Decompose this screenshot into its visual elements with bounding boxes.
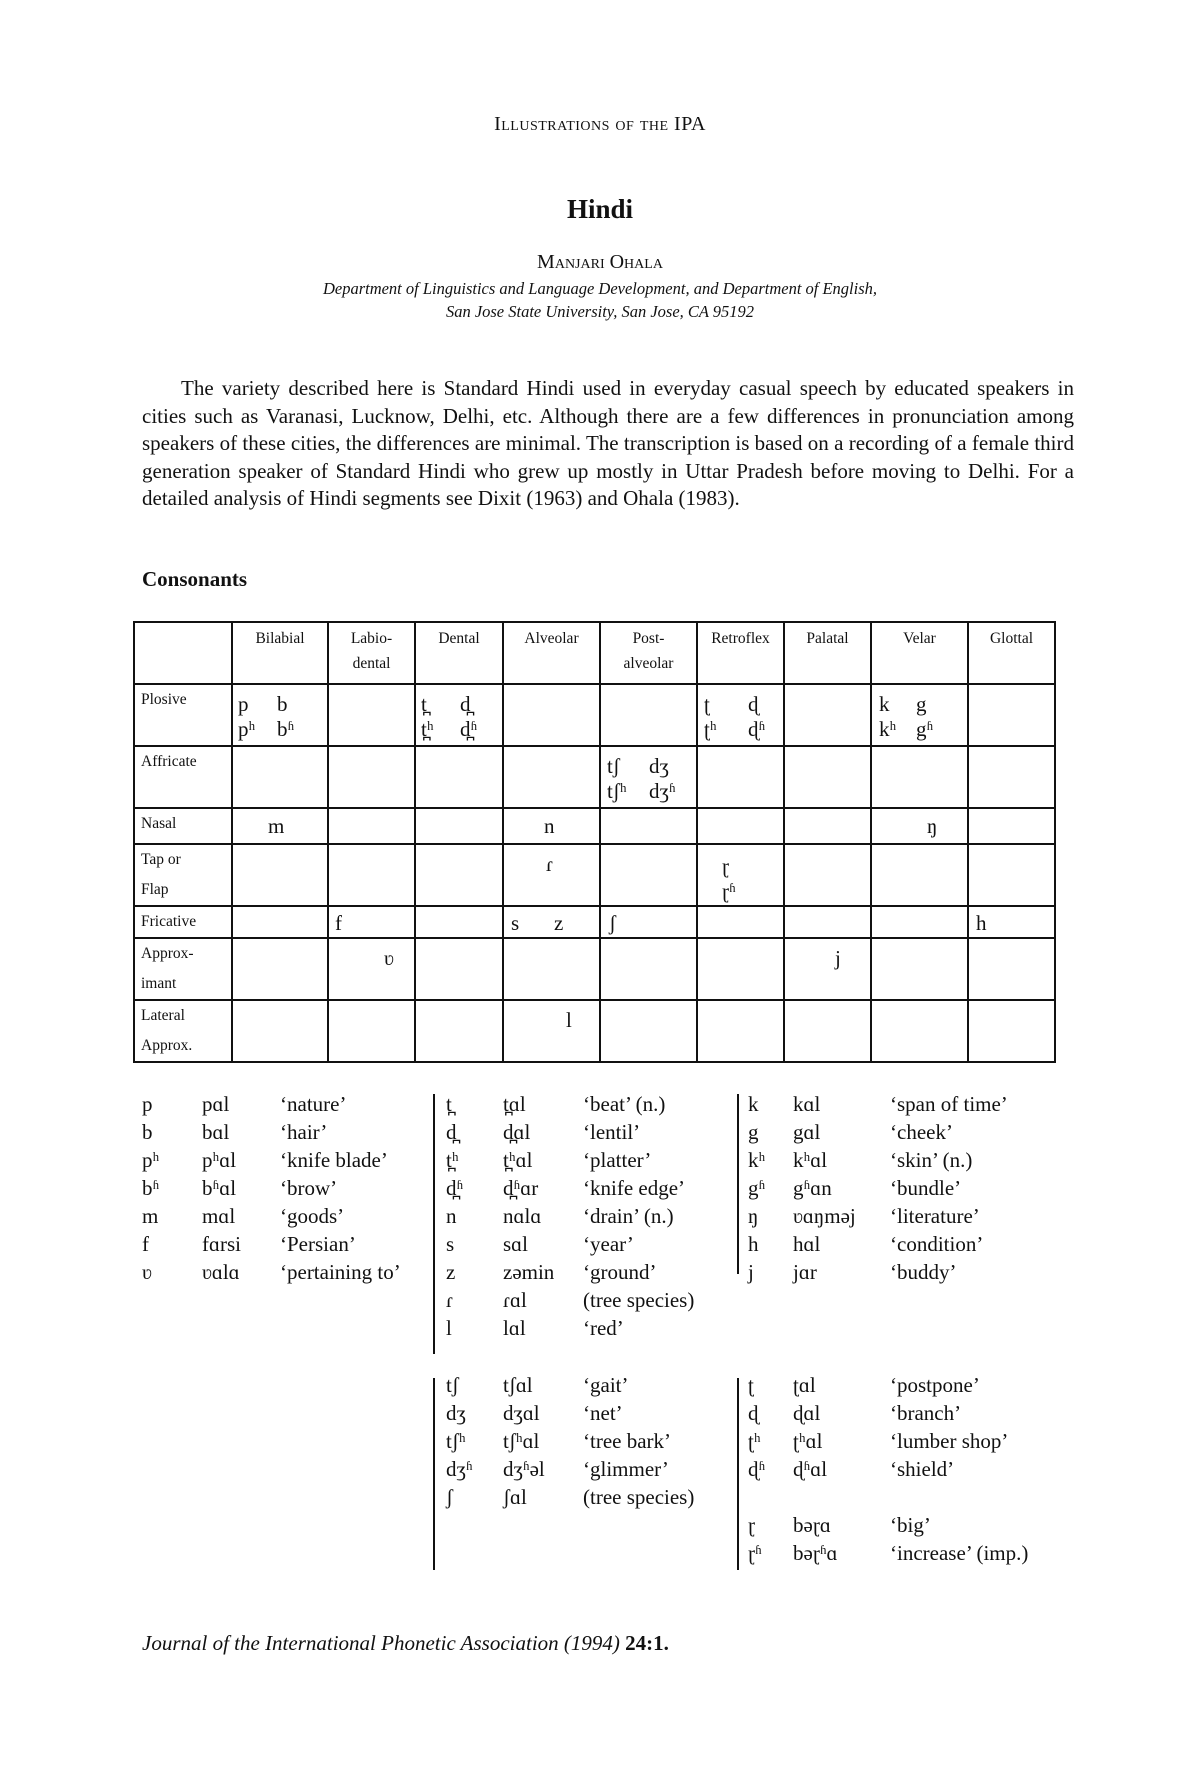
ipa-symbol: ʃ — [609, 911, 616, 935]
wl-symbol: t̪ — [446, 1092, 452, 1116]
wl-gloss: ‘literature’ — [890, 1204, 980, 1228]
wl-gloss: ‘pertaining to’ — [280, 1260, 401, 1284]
cell-tap-retroflex — [697, 844, 784, 906]
chart-row-plosive — [134, 684, 1055, 746]
wl-word: ɾɑl — [503, 1288, 527, 1312]
wl-gloss: ‘shield’ — [890, 1457, 955, 1481]
row-label: Lateral Approx. — [134, 1000, 232, 1062]
wl-gloss: (tree species) — [583, 1485, 695, 1509]
wl-gloss: ‘increase’ (imp.) — [890, 1541, 1029, 1565]
chart-row-fricative — [134, 906, 1055, 938]
ipa-symbol: dʒʱ — [649, 779, 676, 803]
wl-symbol: g — [748, 1120, 759, 1144]
wl-gloss: ‘tree bark’ — [583, 1429, 672, 1453]
wl-gloss: ‘hair’ — [280, 1120, 328, 1144]
wordlist-col2b — [446, 1373, 736, 1523]
wl-symbol: m — [142, 1204, 159, 1228]
wl-gloss: ‘Persian’ — [280, 1232, 356, 1256]
wl-symbol: j — [748, 1260, 754, 1284]
wl-word: mɑl — [202, 1204, 236, 1228]
chart-row-approximant — [134, 938, 1055, 1000]
wl-gloss: ‘brow’ — [280, 1176, 338, 1200]
wl-word: ɖɑl — [793, 1401, 821, 1425]
col-header: Post- alveolar — [600, 622, 697, 684]
col-header: Glottal — [968, 622, 1055, 684]
wl-word: tʃʰɑl — [503, 1429, 540, 1453]
journal-footer: Journal of the International Phonetic Association (1994) 24:1. — [142, 1631, 669, 1655]
ipa-symbol: ʈ — [704, 692, 710, 716]
wl-word: pʰɑl — [202, 1148, 237, 1172]
wl-symbol: ɖʱ — [748, 1457, 766, 1481]
chart-row-tap — [134, 844, 1055, 906]
wordlist-divider — [433, 1094, 435, 1354]
wl-symbol: gʱ — [748, 1176, 766, 1200]
ipa-symbol: ɖʱ — [748, 717, 766, 741]
author-affiliation: Department of Linguistics and Language Development, and Department of English, San Jose State University, San Jose, CA 95192 — [322, 279, 878, 321]
wl-gloss: ‘condition’ — [890, 1232, 984, 1256]
wl-gloss: ‘buddy’ — [890, 1260, 957, 1284]
ipa-symbol: d̪ — [460, 692, 471, 716]
row-label: Fricative — [134, 906, 232, 938]
wl-word: hɑl — [793, 1232, 821, 1256]
wl-word: nɑlɑ — [503, 1204, 542, 1228]
wordlist-divider — [737, 1378, 739, 1570]
row-label: Affricate — [134, 746, 232, 808]
cell-nasal-bilabial — [232, 808, 328, 844]
wl-gloss: ‘red’ — [583, 1316, 624, 1340]
wl-symbol: dʒʱ — [446, 1457, 473, 1481]
cell-fricative-labiodental — [328, 906, 415, 938]
wl-word: ʈɑl — [793, 1373, 816, 1397]
cell-nasal-alveolar — [503, 808, 600, 844]
ipa-symbol: d̪ʱ — [460, 717, 478, 741]
wl-gloss: ‘lentil’ — [583, 1120, 641, 1144]
wl-symbol: ɖ — [748, 1401, 759, 1425]
wl-symbol: ʃ — [446, 1485, 453, 1509]
wl-gloss: ‘platter’ — [583, 1148, 652, 1172]
wl-symbol: t̪ʰ — [446, 1148, 459, 1172]
wl-gloss: ‘gait’ — [583, 1373, 629, 1397]
chart-header-row — [134, 622, 1055, 684]
wl-word: ʋɑlɑ — [202, 1260, 240, 1284]
cell-lateral-alveolar — [503, 1000, 600, 1062]
wl-symbol: z — [446, 1260, 456, 1284]
col-header: Bilabial — [232, 622, 328, 684]
series-title: Illustrations of the IPA — [494, 113, 706, 135]
consonant-chart — [133, 621, 1056, 1063]
wl-symbol: dʒ — [446, 1401, 466, 1425]
wl-symbol: pʰ — [142, 1148, 160, 1172]
cell-plosive-bilabial — [232, 684, 328, 746]
wl-word: t̪ɑl — [503, 1092, 526, 1116]
cell-plosive-dental — [415, 684, 503, 746]
ipa-symbol: pʰ — [238, 717, 256, 741]
cell-fricative-alveolar — [503, 906, 600, 938]
intro-paragraph: The variety described here is Standard Hindi used in everyday casual speech by educated speakers in cities such as Varanasi, Lucknow, Delhi, etc. Although there are a few differences in pronunciation among speakers of these cities, the differences are minimal. The transcription is based on a recording of a female third generation speaker of Standard Hindi who grew up mostly in Uttar Pradesh before moving to Delhi. For a detailed analysis of Hindi segments see Dixit (1963) and Ohala (1983). — [142, 376, 1074, 510]
cell-plosive-velar — [871, 684, 968, 746]
wl-gloss: ‘ground’ — [583, 1260, 657, 1284]
chart-row-affricate — [134, 746, 1055, 808]
wl-symbol: l — [446, 1316, 452, 1340]
ipa-symbol: tʃʰ — [607, 779, 627, 803]
ipa-symbol: tʃ — [607, 754, 620, 778]
ipa-symbol: h — [976, 911, 987, 935]
wordlist-col1 — [142, 1092, 442, 1292]
wl-symbol: ʈ — [748, 1373, 754, 1397]
wl-gloss: ‘goods’ — [280, 1204, 345, 1228]
wordlist-col2a — [446, 1092, 736, 1352]
ipa-symbol: ɽ — [722, 854, 729, 878]
wl-word: sɑl — [503, 1232, 528, 1256]
wl-symbol: tʃ — [446, 1373, 459, 1397]
row-label: Tap or Flap — [134, 844, 232, 906]
col-header: Alveolar — [503, 622, 600, 684]
col-header: Retroflex — [697, 622, 784, 684]
wl-symbol: ɾ — [446, 1288, 453, 1312]
cell-fricative-glottal — [968, 906, 1055, 938]
chart-row-lateral — [134, 1000, 1055, 1062]
wl-gloss: ‘year’ — [583, 1232, 634, 1256]
wl-symbol: d̪ — [446, 1120, 457, 1144]
cell-fricative-postalveolar — [600, 906, 697, 938]
wl-gloss: ‘knife edge’ — [583, 1176, 686, 1200]
ipa-symbol: l — [566, 1008, 572, 1032]
cell-tap-alveolar — [503, 844, 600, 906]
wl-word: gʱɑn — [793, 1176, 832, 1200]
ipa-symbol: t̪ʰ — [421, 717, 434, 741]
wl-symbol: f — [142, 1232, 149, 1256]
wl-symbol: d̪ʱ — [446, 1176, 464, 1200]
cell-nasal-velar — [871, 808, 968, 844]
wl-word: gɑl — [793, 1120, 821, 1144]
ipa-symbol: ʈʰ — [704, 717, 717, 741]
wl-gloss: ‘branch’ — [890, 1401, 962, 1425]
ipa-symbol: ɖ — [748, 692, 759, 716]
wl-word: dʒʱəl — [503, 1457, 545, 1481]
wl-gloss: (tree species) — [583, 1288, 695, 1312]
ipa-symbol: m — [268, 814, 285, 838]
wl-symbol: bʱ — [142, 1176, 160, 1200]
ipa-symbol: ʋ — [384, 946, 394, 970]
ipa-symbol: ɾ — [546, 852, 553, 876]
wl-word: bʱɑl — [202, 1176, 237, 1200]
wl-gloss: ‘postpone’ — [890, 1373, 980, 1397]
wl-gloss: ‘big’ — [890, 1513, 931, 1537]
cell-approx-palatal — [784, 938, 871, 1000]
wl-symbol: kʰ — [748, 1148, 766, 1172]
ipa-symbol: bʱ — [277, 717, 295, 741]
wl-word: dʒɑl — [503, 1401, 540, 1425]
wl-symbol: ɽ — [748, 1513, 755, 1537]
ipa-symbol: z — [554, 911, 564, 935]
ipa-symbol: kʰ — [879, 717, 897, 741]
ipa-symbol: t̪ — [421, 692, 427, 716]
ipa-symbol: k — [879, 692, 890, 716]
wl-word: d̪ʱɑr — [503, 1176, 539, 1200]
wl-word: d̪ɑl — [503, 1120, 531, 1144]
ipa-symbol: gʱ — [916, 717, 934, 741]
ipa-symbol: ɽʱ — [722, 879, 736, 903]
row-label: Approx- imant — [134, 938, 232, 1000]
wl-gloss: ‘lumber shop’ — [890, 1429, 1009, 1453]
wl-symbol: tʃʰ — [446, 1429, 466, 1453]
wl-symbol: n — [446, 1204, 457, 1228]
wl-word: ɖʱɑl — [793, 1457, 828, 1481]
ipa-symbol: dʒ — [649, 754, 669, 778]
wl-symbol: ŋ — [748, 1204, 759, 1228]
wl-word: bəɽʱɑ — [793, 1541, 838, 1565]
wl-word: fɑrsi — [202, 1232, 241, 1256]
wl-symbol: ʈʰ — [748, 1429, 761, 1453]
ipa-symbol: ŋ — [927, 814, 938, 838]
wl-symbol: h — [748, 1232, 759, 1256]
wl-word: pɑl — [202, 1092, 230, 1116]
wl-word: kʰɑl — [793, 1148, 828, 1172]
row-label: Nasal — [134, 808, 232, 844]
ipa-symbol: f — [335, 911, 342, 935]
ipa-symbol: g — [916, 692, 927, 716]
wl-gloss: ‘knife blade’ — [280, 1148, 388, 1172]
wordlist-col3a — [748, 1092, 1088, 1292]
wl-word: tʃɑl — [503, 1373, 533, 1397]
ipa-symbol: s — [511, 911, 520, 935]
wl-word: jɑr — [793, 1260, 817, 1284]
wl-symbol: k — [748, 1092, 759, 1116]
col-header: Palatal — [784, 622, 871, 684]
wl-symbol: s — [446, 1232, 455, 1256]
wl-gloss: ‘cheek’ — [890, 1120, 953, 1144]
wl-word: kɑl — [793, 1092, 821, 1116]
row-label: Plosive — [134, 684, 232, 746]
col-header: Velar — [871, 622, 968, 684]
wl-gloss: ‘skin’ (n.) — [890, 1148, 973, 1172]
cell-plosive-retroflex — [697, 684, 784, 746]
ipa-symbol: p — [238, 692, 249, 716]
wordlist-col3c — [748, 1513, 1088, 1573]
wl-word: zəmin — [503, 1260, 555, 1284]
chart-corner-cell — [134, 622, 232, 684]
wl-word: bɑl — [202, 1120, 230, 1144]
section-heading-consonants: Consonants — [142, 567, 248, 591]
wl-symbol: ʋ — [142, 1260, 152, 1284]
col-header: Dental — [415, 622, 503, 684]
wl-word: lɑl — [503, 1316, 526, 1340]
wl-gloss: ‘bundle’ — [890, 1176, 962, 1200]
wl-word: bəɽɑ — [793, 1513, 831, 1537]
wl-gloss: ‘glimmer’ — [583, 1457, 669, 1481]
wl-symbol: ɽʱ — [748, 1541, 762, 1565]
col-header: Labio- dental — [328, 622, 415, 684]
cell-approx-labiodental — [328, 938, 415, 1000]
wl-word: t̪ʰɑl — [503, 1148, 533, 1172]
wl-gloss: ‘net’ — [583, 1401, 623, 1425]
wordlist-divider — [737, 1094, 739, 1274]
ipa-symbol: b — [277, 692, 288, 716]
wl-symbol: b — [142, 1120, 153, 1144]
wl-gloss: ‘beat’ (n.) — [583, 1092, 666, 1116]
ipa-symbol: j — [835, 946, 841, 970]
chart-row-nasal — [134, 808, 1055, 844]
wl-gloss: ‘nature’ — [280, 1092, 347, 1116]
cell-affricate-postalveolar — [600, 746, 697, 808]
wl-word: ʃɑl — [503, 1485, 527, 1509]
wl-word: ʈʰɑl — [793, 1429, 823, 1453]
author-name: Manjari Ohala — [537, 251, 663, 273]
wl-gloss: ‘span of time’ — [890, 1092, 1008, 1116]
paper-title: Hindi — [566, 194, 634, 224]
wl-gloss: ‘drain’ (n.) — [583, 1204, 674, 1228]
wordlist-divider — [433, 1378, 435, 1570]
wordlist-col3b — [748, 1373, 1088, 1493]
wl-word: ʋɑŋməj — [793, 1204, 856, 1228]
wl-symbol: p — [142, 1092, 153, 1116]
ipa-symbol: n — [544, 814, 555, 838]
